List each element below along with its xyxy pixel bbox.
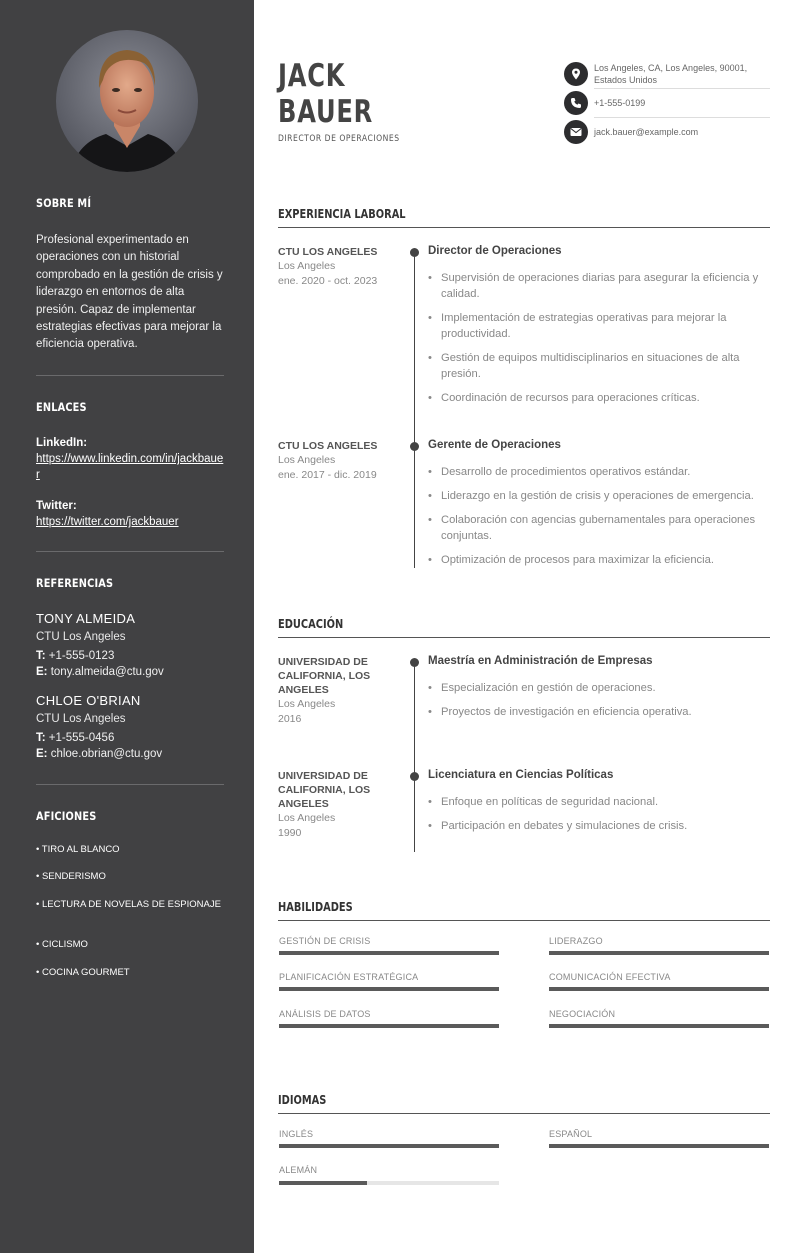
language-bar-fill xyxy=(279,1144,499,1148)
languages-title: IDIOMAS xyxy=(278,1093,327,1107)
graduation-year: 1990 xyxy=(278,826,302,839)
bullet-item: • Coordinación de recursos para operaciones críticas. xyxy=(441,390,771,406)
bullet-item: • Participación en debates y simulaciones de crisis. xyxy=(441,818,771,834)
email-label: E: xyxy=(36,666,48,678)
skill-bar-fill xyxy=(549,951,769,955)
job-position: Director de Operaciones xyxy=(428,245,562,257)
institution-name: UNIVERSIDAD DE CALIFORNIA, LOS ANGELES xyxy=(278,770,371,810)
bullet-item: • Especialización en gestión de operaciones. xyxy=(441,680,771,696)
language-label: ESPAÑOL xyxy=(549,1129,593,1139)
phone-icon xyxy=(564,91,588,115)
graduation-year: 2016 xyxy=(278,712,302,725)
skill-label: COMUNICACIÓN EFECTIVA xyxy=(549,972,671,982)
reference-phone xyxy=(36,730,224,746)
skill-label: PLANIFICACIÓN ESTRATÉGICA xyxy=(279,972,419,982)
hobby-item: • CICLISMO xyxy=(36,939,88,950)
phone-text: +1-555-0199 xyxy=(594,98,646,108)
skill-label: GESTIÓN DE CRISIS xyxy=(279,936,371,946)
employer-location: Los Angeles xyxy=(278,454,336,466)
email-text[interactable]: jack.bauer@example.com xyxy=(594,127,699,137)
contact-email xyxy=(564,120,770,144)
skill-bar xyxy=(549,1024,769,1028)
employer-location: Los Angeles xyxy=(278,260,336,272)
bullet-item: • Supervisión de operaciones diarias para asegurar la eficiencia y calidad. xyxy=(441,270,771,302)
reference-email xyxy=(36,746,224,762)
education-entry-left xyxy=(278,655,388,726)
hobby-item: • SENDERISMO xyxy=(36,871,106,882)
address-text: Los Angeles, CA, Los Angeles, 90001, Estados Unidos xyxy=(594,63,748,85)
section-rule xyxy=(278,920,770,921)
profile-photo xyxy=(56,30,198,172)
language-label: ALEMÁN xyxy=(279,1165,318,1175)
full-name xyxy=(278,58,373,130)
last-name: BAUER xyxy=(278,94,374,130)
first-name: JACK xyxy=(278,58,346,94)
bullet-item: • Enfoque en políticas de seguridad nacional. xyxy=(441,794,771,810)
timeline-dot xyxy=(410,248,419,257)
institution-location: Los Angeles xyxy=(278,812,336,824)
contact-divider xyxy=(594,88,770,89)
contact-divider xyxy=(594,117,770,118)
skill-bar xyxy=(279,951,499,955)
bullet-item: • Colaboración con agencias gubernamentales para operaciones conjuntas. xyxy=(441,512,771,544)
location-pin-icon xyxy=(564,62,588,86)
skill-bar-fill xyxy=(279,951,499,955)
job-position: Gerente de Operaciones xyxy=(428,439,561,451)
email-label: E: xyxy=(36,748,48,760)
about-text: Profesional experimentado en operaciones con un historial comprobado en la gestión de crisis y liderazgo en entornos de alta presión. Capaz de implementar estrategias efectivas para mejorar la eficiencia operativa. xyxy=(36,234,223,351)
employment-dates: ene. 2020 - oct. 2023 xyxy=(278,274,378,287)
section-rule xyxy=(278,637,770,638)
education-entry-left xyxy=(278,769,388,840)
links-title-wrap xyxy=(36,400,224,414)
bullet-item: • Desarrollo de procedimientos operativos estándar. xyxy=(441,464,771,480)
contact-phone xyxy=(564,91,770,115)
experience-entry-left xyxy=(278,439,402,482)
skill-bar xyxy=(549,951,769,955)
section-rule xyxy=(278,227,770,228)
sidebar-divider xyxy=(36,784,224,785)
skill-bar-fill xyxy=(549,1024,769,1028)
bullet-item: • Gestión de equipos multidisciplinarios en situaciones de alta presión. xyxy=(441,350,771,382)
employer-name: CTU LOS ANGELES xyxy=(278,246,378,258)
phone-label: T: xyxy=(36,650,46,662)
language-label: INGLÉS xyxy=(279,1129,314,1139)
reference-phone xyxy=(36,648,224,664)
envelope-icon xyxy=(564,120,588,144)
skills-title: HABILIDADES xyxy=(278,900,353,914)
hobby-item: • TIRO AL BLANCO xyxy=(36,844,120,855)
phone-value: +1-555-0123 xyxy=(48,650,115,662)
degree-title: Licenciatura en Ciencias Políticas xyxy=(428,769,614,781)
employment-dates: ene. 2017 - dic. 2019 xyxy=(278,468,377,481)
education-title: EDUCACIÓN xyxy=(278,617,344,631)
hobbies-title: AFICIONES xyxy=(36,809,97,823)
skill-bar xyxy=(549,987,769,991)
language-bar-fill xyxy=(279,1181,367,1185)
sidebar-divider xyxy=(36,375,224,376)
job-role: DIRECTOR DE OPERACIONES xyxy=(278,134,400,144)
reference-name: TONY ALMEIDA xyxy=(36,611,136,626)
references-title: REFERENCIAS xyxy=(36,576,114,590)
skill-bar-fill xyxy=(279,987,499,991)
bullet-item: • Proyectos de investigación en eficiencia operativa. xyxy=(441,704,771,720)
linkedin-url[interactable]: https://www.linkedin.com/in/jackbauer xyxy=(36,453,224,481)
skill-bar xyxy=(279,1024,499,1028)
contact-address xyxy=(564,62,770,88)
institution-location: Los Angeles xyxy=(278,698,336,710)
timeline-dot xyxy=(410,658,419,667)
hobbies-title-wrap xyxy=(36,809,224,823)
skill-label: LIDERAZGO xyxy=(549,936,603,946)
phone-label: T: xyxy=(36,732,46,744)
reference-email xyxy=(36,664,224,680)
link-linkedin xyxy=(36,435,224,483)
timeline-line xyxy=(414,662,415,852)
bullet-item: • Liderazgo en la gestión de crisis y operaciones de emergencia. xyxy=(441,488,771,504)
language-bar-fill xyxy=(549,1144,769,1148)
language-bar xyxy=(279,1144,499,1148)
links-title: ENLACES xyxy=(36,400,87,414)
timeline-dot xyxy=(410,442,419,451)
timeline-dot xyxy=(410,772,419,781)
section-rule xyxy=(278,1113,770,1114)
email-value: chloe.obrian@ctu.gov xyxy=(50,748,163,760)
skill-bar-fill xyxy=(549,987,769,991)
reference-org: CTU Los Angeles xyxy=(36,713,126,725)
about-title: SOBRE MÍ xyxy=(36,196,92,210)
about-section xyxy=(36,196,224,210)
experience-entry-left xyxy=(278,245,402,288)
twitter-url[interactable]: https://twitter.com/jackbauer xyxy=(36,516,179,528)
reference-1 xyxy=(36,610,224,680)
hobby-item: • LECTURA DE NOVELAS DE ESPIONAJE xyxy=(36,899,221,910)
employer-name: CTU LOS ANGELES xyxy=(278,440,378,452)
language-bar xyxy=(549,1144,769,1148)
degree-title: Maestría en Administración de Empresas xyxy=(428,655,653,667)
phone-value: +1-555-0456 xyxy=(48,732,115,744)
hobbies-list xyxy=(36,843,224,983)
twitter-label: Twitter: xyxy=(36,500,77,512)
bullet-item: • Implementación de estrategias operativas para mejorar la productividad. xyxy=(441,310,771,342)
email-value: tony.almeida@ctu.gov xyxy=(50,666,164,678)
reference-name: CHLOE O'BRIAN xyxy=(36,693,141,708)
reference-2 xyxy=(36,692,224,762)
skill-bar xyxy=(279,987,499,991)
sidebar-divider xyxy=(36,551,224,552)
sidebar xyxy=(0,0,254,1253)
bullet-item: • Optimización de procesos para maximizar la eficiencia. xyxy=(441,552,771,568)
linkedin-label: LinkedIn: xyxy=(36,437,88,449)
experience-title: EXPERIENCIA LABORAL xyxy=(278,207,406,221)
refs-title-wrap xyxy=(36,576,224,590)
timeline-line xyxy=(414,252,415,568)
skill-bar-fill xyxy=(279,1024,499,1028)
institution-name: UNIVERSIDAD DE CALIFORNIA, LOS ANGELES xyxy=(278,656,371,696)
skill-label: ANÁLISIS DE DATOS xyxy=(279,1009,371,1019)
skill-label: NEGOCIACIÓN xyxy=(549,1009,616,1019)
link-twitter xyxy=(36,498,224,530)
hobby-item: • COCINA GOURMET xyxy=(36,967,130,978)
language-bar xyxy=(279,1181,499,1185)
reference-org: CTU Los Angeles xyxy=(36,631,126,643)
